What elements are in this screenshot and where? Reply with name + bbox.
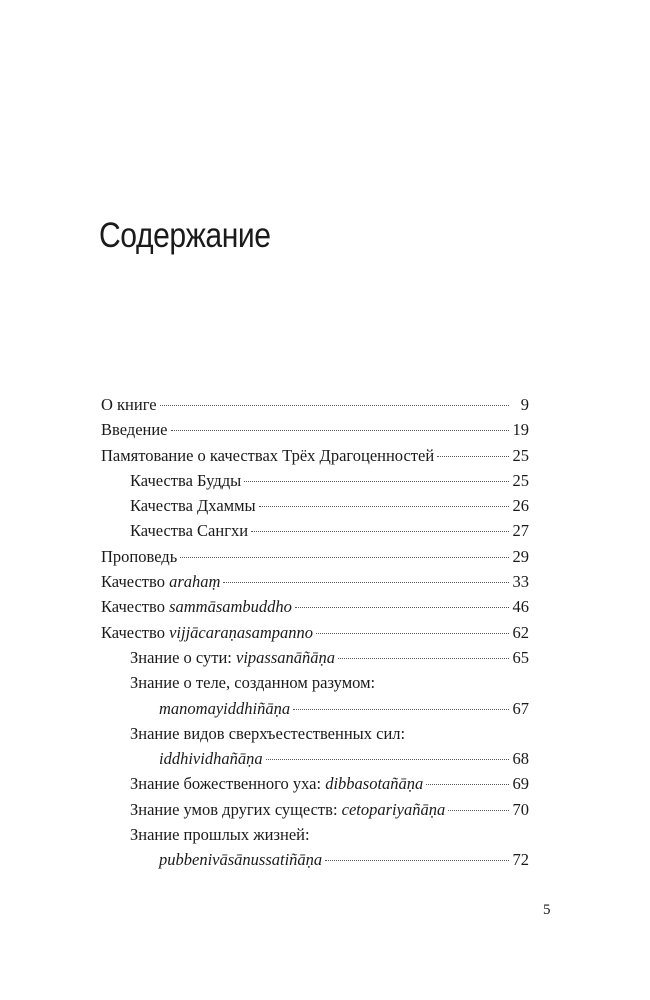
toc-entry-title	[130, 468, 241, 493]
toc-entry	[101, 417, 529, 442]
table-of-contents	[101, 392, 529, 873]
toc-entry-page: 65	[512, 647, 529, 667]
dot-leader	[160, 405, 509, 406]
toc-entry-title	[130, 645, 335, 670]
toc-entry-title	[130, 721, 405, 746]
toc-entry-title	[159, 746, 263, 771]
toc-entry-title	[101, 544, 177, 569]
toc-entry-text: Знание о сути:	[130, 647, 237, 667]
toc-entry-page: 62	[512, 622, 529, 642]
page-title: Содержание	[99, 216, 271, 255]
toc-entry-text: Памятование о качествах Трёх Драгоценностей	[101, 445, 435, 465]
toc-entry-title	[101, 417, 168, 442]
toc-entry-pali-term: manomayiddhiñāṇa	[159, 698, 291, 718]
dot-leader	[244, 481, 508, 482]
dot-leader	[259, 506, 509, 507]
toc-entry-pali-term: dibbasotañāṇa	[325, 774, 424, 794]
toc-entry-text: Качества Сангхи	[130, 521, 249, 541]
toc-entry-title	[130, 797, 445, 822]
dot-leader	[448, 810, 508, 811]
toc-entry-text: О книге	[101, 395, 157, 414]
toc-entry	[101, 392, 529, 417]
toc-entry-title	[130, 518, 248, 543]
toc-entry-page: 70	[512, 799, 529, 819]
toc-entry-page: 69	[512, 774, 529, 794]
toc-entry-page: 25	[512, 470, 529, 490]
toc-entry	[101, 544, 529, 569]
toc-entry	[101, 569, 529, 594]
toc-entry-title	[130, 493, 256, 518]
toc-entry	[101, 670, 529, 695]
toc-entry-title	[101, 569, 220, 594]
toc-entry-text: Качество	[101, 622, 170, 642]
toc-entry-text: Проповедь	[101, 546, 178, 566]
toc-entry	[101, 847, 529, 872]
dot-leader	[316, 633, 509, 634]
toc-entry-text: Введение	[101, 420, 168, 440]
toc-entry-page: 33	[512, 572, 529, 592]
toc-entry-pali-term: vipassanāñāṇa	[236, 647, 336, 667]
toc-entry-text: Знание прошлых жизней:	[130, 825, 310, 845]
toc-entry	[101, 645, 529, 670]
dot-leader	[338, 658, 508, 659]
dot-leader	[295, 607, 509, 608]
toc-entry-title	[101, 620, 313, 645]
toc-entry-page: 25	[512, 445, 529, 465]
toc-entry-title	[130, 822, 310, 847]
toc-entry-pali-term: pubbenivāsānussatiñāṇa	[159, 850, 323, 870]
toc-entry-page: 68	[512, 749, 529, 769]
toc-entry-page: 67	[512, 698, 529, 718]
toc-entry-text: Качество	[101, 597, 170, 617]
toc-entry-title	[130, 670, 375, 695]
toc-entry-text: Качество	[101, 572, 170, 592]
toc-entry	[101, 493, 529, 518]
toc-entry-pali-term: cetopariyañāṇa	[341, 799, 446, 819]
toc-entry-page: 72	[512, 850, 529, 870]
dot-leader	[325, 860, 508, 861]
toc-entry	[101, 594, 529, 619]
dot-leader	[266, 759, 509, 760]
toc-entry-page: 9	[520, 395, 529, 414]
toc-entry-pali-term: arahaṃ	[169, 572, 221, 592]
toc-entry-pali-term: vijjācaraṇasampanno	[169, 622, 313, 642]
toc-entry-title	[130, 771, 423, 796]
toc-entry	[101, 746, 529, 771]
dot-leader	[171, 430, 509, 431]
toc-entry-page: 19	[512, 420, 529, 440]
toc-entry	[101, 721, 529, 746]
toc-entry	[101, 797, 529, 822]
toc-entry-page: 29	[512, 546, 529, 566]
dot-leader	[293, 709, 508, 710]
dot-leader	[251, 531, 508, 532]
dot-leader	[437, 456, 508, 457]
dot-leader	[180, 557, 508, 558]
toc-entry-title	[159, 847, 322, 872]
toc-entry	[101, 696, 529, 721]
toc-entry	[101, 518, 529, 543]
dot-leader	[426, 784, 508, 785]
toc-entry-pali-term: iddhividhañāṇa	[159, 749, 263, 769]
toc-entry-page: 46	[512, 597, 529, 617]
toc-entry-page: 27	[512, 521, 529, 541]
toc-entry-text: Знание видов сверхъестественных сил:	[130, 723, 406, 743]
toc-entry	[101, 771, 529, 796]
toc-entry-text: Знание умов других существ:	[130, 799, 342, 819]
toc-entry-text: Знание о теле, созданном разумом:	[130, 673, 376, 693]
toc-entry-pali-term: sammāsambuddho	[169, 597, 292, 617]
toc-entry	[101, 468, 529, 493]
toc-entry-title	[101, 594, 292, 619]
toc-entry	[101, 443, 529, 468]
toc-entry-title	[101, 443, 434, 468]
toc-entry-text: Качества Будды	[130, 470, 242, 490]
dot-leader	[223, 582, 508, 583]
toc-entry-text: Знание божественного уха:	[130, 774, 326, 794]
toc-entry-page: 26	[512, 496, 529, 516]
toc-entry	[101, 620, 529, 645]
toc-entry	[101, 822, 529, 847]
toc-entry-title	[101, 392, 157, 417]
toc-entry-text: Качества Дхаммы	[130, 496, 256, 516]
page-number: 5	[543, 902, 551, 918]
toc-entry-title	[159, 696, 290, 721]
